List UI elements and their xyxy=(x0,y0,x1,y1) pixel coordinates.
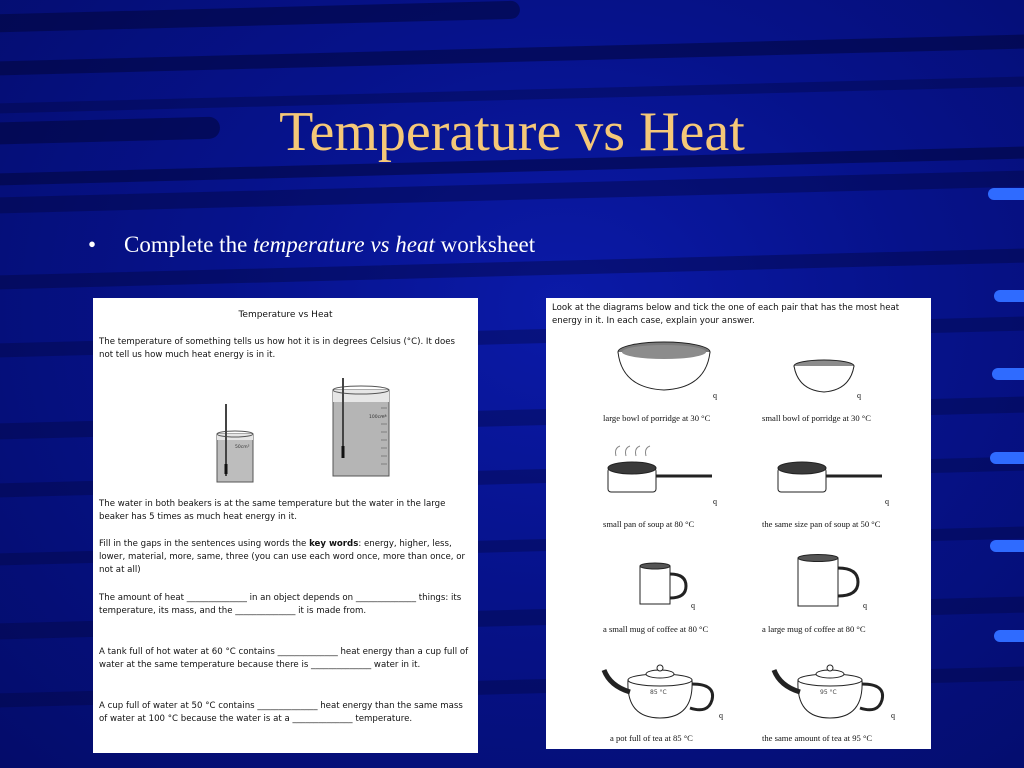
worksheet-page-right xyxy=(546,298,931,749)
small-bowl-illustration xyxy=(792,358,862,398)
worksheet-intro: The temperature of something tells us how hot it is in degrees Celsius (°C). It does not tell us how much heat energy is in it. xyxy=(99,337,456,360)
bullet-emphasis: temperature vs heat xyxy=(253,232,435,257)
fill-instructions-pre: Fill in the gaps in the sentences using words the xyxy=(99,539,310,549)
tick-instructions: Look at the diagrams below and tick the one of each pair that has the most heat energy in it. In each case, explain your answer. xyxy=(552,303,900,326)
bullet-dot: • xyxy=(88,232,97,257)
fill-instructions-post: : energy, higher, less, lower, material, more, same, three (you can use each word once, more than once, or not at all) xyxy=(99,539,466,575)
slide-title: Temperature vs Heat xyxy=(279,101,745,163)
caption-pair4-b: the same amount of tea at 95 °C xyxy=(762,733,873,743)
tick-box-icon: q xyxy=(857,391,861,400)
bullet-item xyxy=(88,232,535,258)
tick-box-icon: q xyxy=(713,497,717,506)
small-pan-illustration xyxy=(604,448,724,503)
tick-box-icon: q xyxy=(713,391,717,400)
tick-box-icon: q xyxy=(863,601,867,610)
caption-pair4-a: a pot full of tea at 85 °C xyxy=(610,733,693,743)
teapot-b-label: 95 °C xyxy=(820,689,837,696)
tick-box-icon: q xyxy=(719,711,723,720)
caption-pair2-a: small pan of soup at 80 °C xyxy=(603,519,695,529)
tick-box-icon: q xyxy=(885,497,889,506)
teapot-a-illustration xyxy=(600,656,720,726)
sentence-1: The amount of heat ______________ in an object depends on ______________ things: its temperature, its mass, and the ______________ it is made from. xyxy=(99,593,462,616)
caption-pair1-b: small bowl of porridge at 30 °C xyxy=(762,413,871,423)
caption-pair3-b: a large mug of coffee at 80 °C xyxy=(762,624,866,634)
worksheet-page-left xyxy=(93,298,478,753)
bullet-suffix: worksheet xyxy=(434,232,536,257)
teapot-b-illustration xyxy=(770,656,890,726)
beakers-illustration xyxy=(93,378,478,498)
sentence-2: A tank full of hot water at 60 °C contains ______________ heat energy than a cup full of water at the same temperature because there is ______________ water in it. xyxy=(99,647,469,670)
caption-pair2-b: the same size pan of soup at 50 °C xyxy=(762,519,881,529)
caption-pair1-a: large bowl of porridge at 30 °C xyxy=(603,413,711,423)
small-beaker-label: 50cm³ xyxy=(235,445,250,450)
worksheet-title: Temperature vs Heat xyxy=(238,310,333,320)
fill-instructions xyxy=(99,538,470,576)
large-beaker-label: 100cm³ xyxy=(369,415,387,420)
medium-pan-illustration xyxy=(774,462,894,507)
teapot-a-label: 85 °C xyxy=(650,689,667,696)
caption-pair3-a: a small mug of coffee at 80 °C xyxy=(603,624,709,634)
beakers-explanation: The water in both beakers is at the same temperature but the water in the large beaker has 5 times as much heat energy in it. xyxy=(99,499,446,522)
large-bowl-illustration xyxy=(616,338,716,398)
small-mug-illustration xyxy=(638,562,708,612)
tick-box-icon: q xyxy=(891,711,895,720)
key-words-label: key words xyxy=(309,539,359,549)
tick-box-icon: q xyxy=(691,601,695,610)
sentence-3: A cup full of water at 50 °C contains ______________ heat energy than the same mass of water at 100 °C because the water is at a ______________ temperature. xyxy=(99,701,463,724)
bullet-prefix: Complete the xyxy=(124,232,254,257)
